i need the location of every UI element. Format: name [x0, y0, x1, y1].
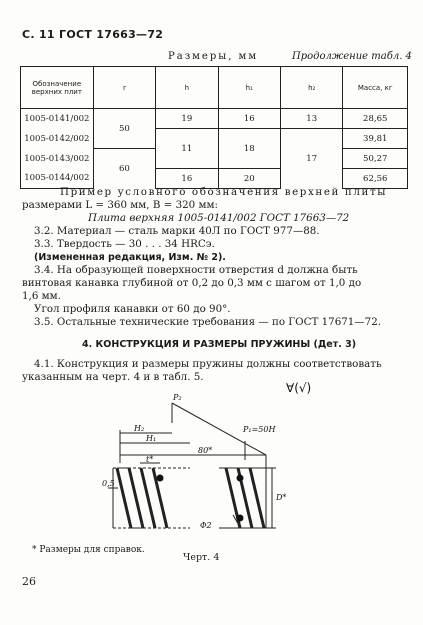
label-h1: H₁	[146, 434, 157, 443]
col-header-mass: Масса, кг	[343, 67, 408, 109]
cell-code: 1005-0143/002	[21, 149, 94, 169]
cell-h2: 17	[281, 129, 343, 189]
para-3-4-line-3: 1,6 мм.	[22, 290, 61, 302]
cell-h2: 13	[281, 109, 343, 129]
col-header-h1: h₁	[218, 67, 280, 109]
para-4-1-line-2: указанным на черт. 4 и в табл. 5.	[22, 371, 204, 383]
coil-section-dot	[237, 475, 244, 482]
cell-h1: 18	[218, 129, 280, 169]
label-wire-d: Φ2	[200, 521, 212, 530]
para-3-2: 3.2. Материал — сталь марки 40Л по ГОСТ 977—88.	[34, 225, 320, 237]
roughness-symbol: ∀(√)	[286, 381, 312, 395]
designation-example: Плита верхняя 1005-0141/002 ГОСТ 17663—72	[88, 212, 350, 224]
cell-r: 50	[93, 109, 155, 149]
label-p1: P₁=50H	[243, 425, 276, 434]
cell-h: 11	[156, 129, 218, 169]
cell-code: 1005-0141/002	[21, 109, 94, 129]
figure-caption: Черт. 4	[183, 552, 220, 563]
cell-mass: 28,65	[343, 109, 408, 129]
revision-note: (Измененная редакция, Изм. № 2).	[34, 252, 226, 263]
col-header-r: r	[93, 67, 155, 109]
label-h2: H₂	[134, 424, 145, 433]
section-heading: 4. КОНСТРУКЦИЯ И РАЗМЕРЫ ПРУЖИНЫ (Дет. 3)	[82, 339, 357, 350]
label-h: 80*	[198, 446, 213, 455]
cell-code: 1005-0142/002	[21, 129, 94, 149]
right-coils	[226, 468, 264, 528]
para-3-4-line-1: 3.4. На образующей поверхности отверстия d должна быть	[34, 264, 358, 276]
cell-mass: 39,81	[343, 129, 408, 149]
page-header: С. 11 ГОСТ 17663—72	[22, 28, 164, 41]
footnote: * Размеры для справок.	[32, 545, 145, 555]
col-header-h: h	[156, 67, 218, 109]
label-d: D*	[276, 493, 287, 502]
para-4-1-line-1: 4.1. Конструкция и размеры пружины должны соответствовать	[34, 358, 382, 370]
para-3-5: 3.5. Остальные технические требования — по ГОСТ 17671—72.	[34, 316, 382, 328]
cell-h: 19	[156, 109, 218, 129]
page-number: 26	[22, 575, 36, 588]
coil-section-dot	[157, 475, 164, 482]
cell-r: 60	[93, 149, 155, 189]
table-continuation: Продолжение табл. 4	[292, 51, 412, 62]
para-3-4-line-4: Угол профиля канавки от 60 до 90°.	[34, 303, 231, 315]
cell-code: 1005-0144/002	[21, 169, 94, 189]
example-line-1: Пример условного обозначения верхней плиты	[60, 186, 388, 198]
col-header-h2: h₂	[281, 67, 343, 109]
coil-section-dot	[237, 515, 244, 522]
label-gap: 0,5	[102, 479, 115, 488]
label-p2: P₂	[173, 393, 182, 402]
label-t: t*	[146, 455, 154, 464]
para-3-4-line-2: винтовая канавка глубиной от 0,2 до 0,3 мм с шагом от 1,0 до	[22, 277, 362, 289]
cell-h: 16	[156, 169, 218, 189]
para-3-3: 3.3. Твердость — 30 . . . 34 HRCэ.	[34, 238, 215, 250]
cell-h1: 16	[218, 109, 280, 129]
cell-mass: 62,56	[343, 169, 408, 189]
example-line-2: размерами L = 360 мм, B = 320 мм:	[22, 199, 218, 211]
cell-h1: 20	[218, 169, 280, 189]
cell-mass: 50,27	[343, 149, 408, 169]
sizes-label: Размеры, мм	[168, 51, 259, 62]
col-header-designation: Обозначение верхних плит	[21, 67, 94, 109]
